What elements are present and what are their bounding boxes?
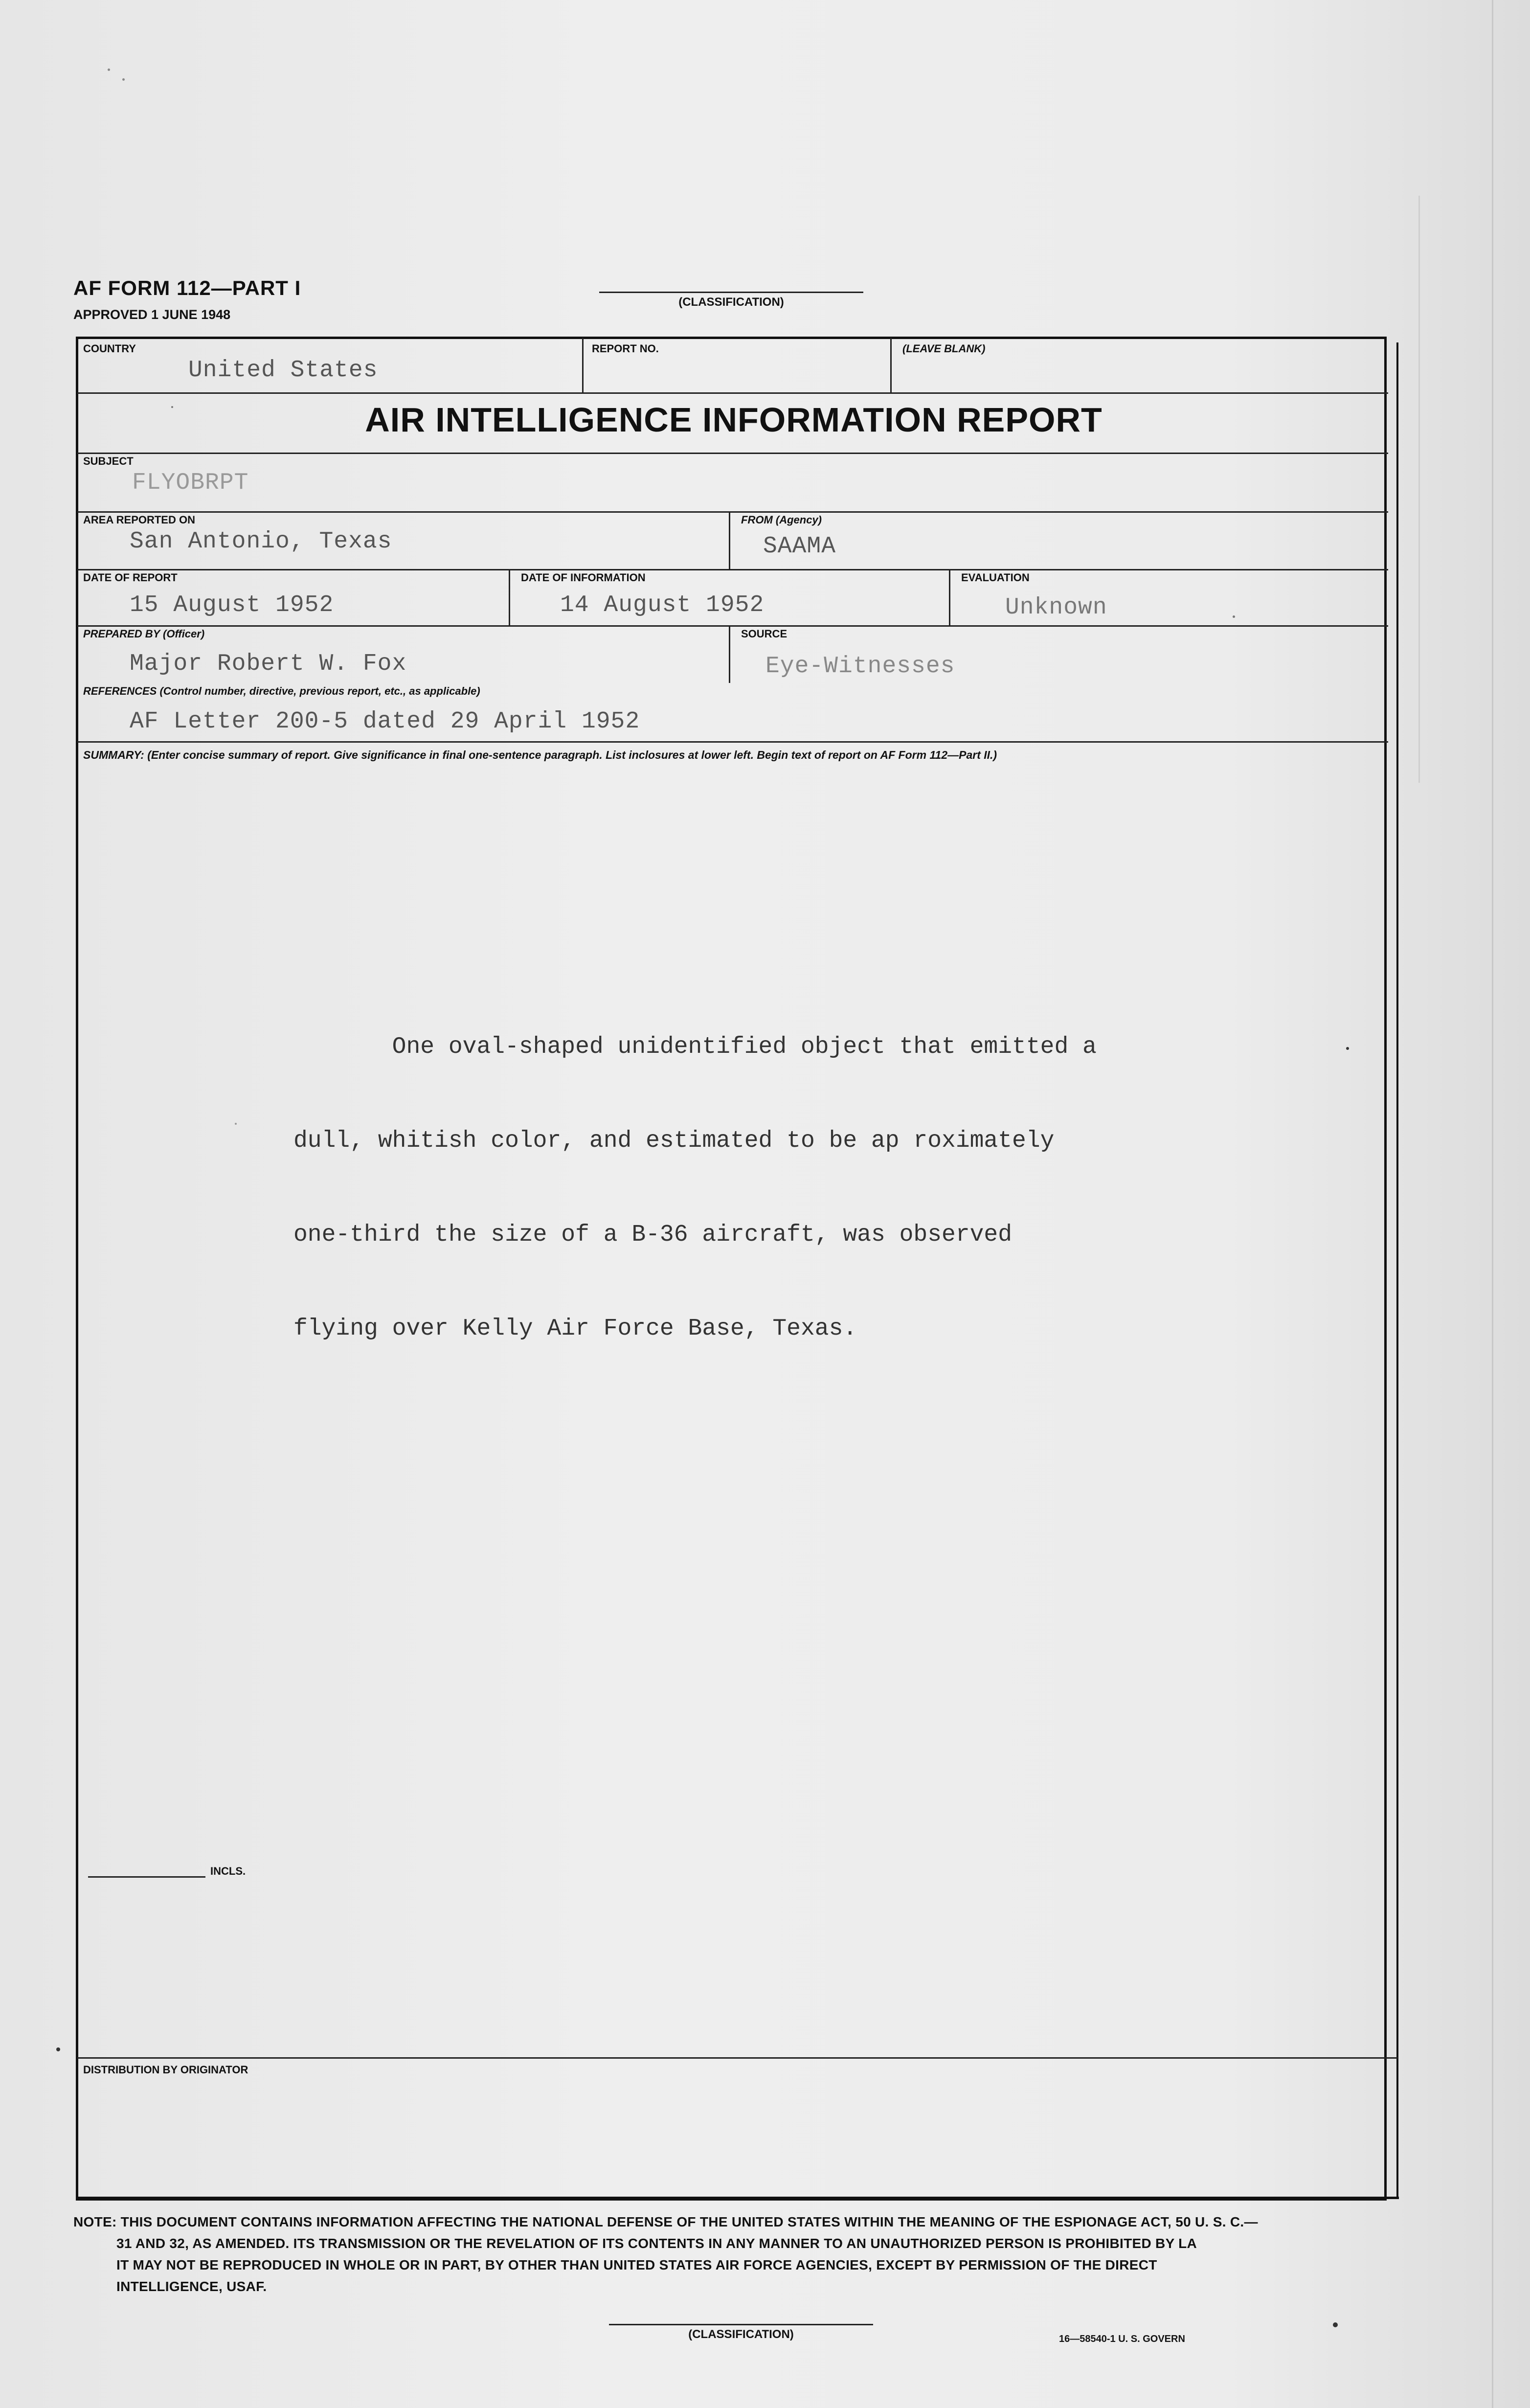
rule-after-references bbox=[77, 741, 1388, 743]
summary-line: one-third the size of a B-36 aircraft, was observed bbox=[293, 1222, 1012, 1248]
country-value: United States bbox=[188, 357, 378, 384]
rule-before-distribution bbox=[77, 2057, 1398, 2059]
summary-label: SUMMARY: (Enter concise summary of report. Give significance in final one-sentence paragraph. List inclosures at lower left. Begin text of report on AF Form 112—Part II.) bbox=[83, 749, 997, 761]
scan-line bbox=[1418, 196, 1420, 783]
notice-line: NOTE: THIS DOCUMENT CONTAINS INFORMATION AFFECTING THE NATIONAL DEFENSE OF THE UNITED STATES WITHIN THE MEANING OF THE ESPIONAGE ACT, 50 U. S. C.— bbox=[73, 2214, 1258, 2229]
source-label: SOURCE bbox=[741, 628, 788, 640]
references-value: AF Letter 200-5 dated 29 April 1952 bbox=[130, 708, 640, 735]
divider-report-no bbox=[890, 338, 892, 392]
page-edge-shadow bbox=[1492, 0, 1493, 2408]
incls-label: INCLS. bbox=[210, 1865, 246, 1877]
from-agency-label: FROM (Agency) bbox=[741, 514, 822, 526]
notice-line: 31 AND 32, AS AMENDED. ITS TRANSMISSION OR THE REVELATION OF ITS CONTENTS IN ANY MANNER TO AN UNAUTHORIZED PERSON IS PROHIBITED BY LA bbox=[116, 2236, 1197, 2251]
rule-after-area bbox=[77, 569, 1388, 570]
area-reported-value: San Antonio, Texas bbox=[130, 528, 392, 555]
divider-date-report bbox=[509, 569, 510, 625]
country-label: COUNTRY bbox=[83, 342, 136, 355]
speck bbox=[171, 406, 173, 408]
date-of-report-value: 15 August 1952 bbox=[130, 592, 334, 618]
speck bbox=[1333, 2322, 1338, 2327]
leave-blank-label: (LEAVE BLANK) bbox=[902, 342, 986, 355]
evaluation-label: EVALUATION bbox=[961, 571, 1030, 584]
subject-label: SUBJECT bbox=[83, 455, 134, 467]
speck bbox=[122, 78, 125, 81]
references-label: REFERENCES (Control number, directive, previous report, etc., as applicable) bbox=[83, 685, 480, 697]
prepared-by-value: Major Robert W. Fox bbox=[130, 651, 407, 677]
divider-date-info bbox=[949, 569, 950, 625]
from-agency-value: SAAMA bbox=[763, 533, 836, 560]
distribution-label: DISTRIBUTION BY ORIGINATOR bbox=[83, 2064, 248, 2076]
speck bbox=[56, 2047, 60, 2051]
date-of-information-value: 14 August 1952 bbox=[560, 592, 765, 618]
source-value: Eye-Witnesses bbox=[765, 653, 955, 680]
summary-text bbox=[293, 969, 1149, 1407]
divider-area bbox=[729, 511, 730, 569]
report-no-label: REPORT NO. bbox=[592, 342, 659, 355]
divider-prepared bbox=[729, 625, 730, 683]
form-approved-date: APPROVED 1 JUNE 1948 bbox=[73, 307, 231, 322]
classification-line-bottom bbox=[609, 2324, 873, 2325]
prepared-by-label: PREPARED BY (Officer) bbox=[83, 628, 205, 640]
speck bbox=[1233, 615, 1235, 618]
subject-value: FLYOBRPT bbox=[132, 470, 249, 496]
rule-after-dates bbox=[77, 625, 1388, 627]
report-title: AIR INTELLIGENCE INFORMATION REPORT bbox=[365, 401, 1102, 439]
date-of-report-label: DATE OF REPORT bbox=[83, 571, 178, 584]
speck bbox=[235, 1123, 237, 1125]
date-of-information-label: DATE OF INFORMATION bbox=[521, 571, 646, 584]
summary-line: One oval-shaped unidentified object that emitted a bbox=[293, 1034, 1097, 1060]
summary-line: dull, whitish color, and estimated to be ap roximately bbox=[293, 1128, 1055, 1154]
rule-after-row1 bbox=[77, 392, 1388, 394]
rule-after-title bbox=[77, 453, 1388, 454]
classification-label-bottom: (CLASSIFICATION) bbox=[688, 2328, 794, 2341]
espionage-notice bbox=[73, 2211, 1423, 2297]
area-reported-label: AREA REPORTED ON bbox=[83, 514, 195, 526]
speck bbox=[108, 68, 110, 71]
form-number: AF FORM 112—PART I bbox=[73, 276, 301, 299]
form-right-border-double bbox=[1396, 342, 1398, 2199]
classification-label-top: (CLASSIFICATION) bbox=[678, 295, 784, 309]
speck bbox=[1346, 1047, 1349, 1050]
notice-line: IT MAY NOT BE REPRODUCED IN WHOLE OR IN PART, BY OTHER THAN UNITED STATES AIR FORCE AGENCIES, EXCEPT BY PERMISSION OF THE DIRECT bbox=[116, 2257, 1157, 2272]
notice-line: INTELLIGENCE, USAF. bbox=[116, 2279, 267, 2294]
evaluation-value: Unknown bbox=[1005, 594, 1107, 621]
classification-line-top bbox=[599, 292, 863, 293]
incls-line bbox=[88, 1876, 205, 1878]
form-bottom-border bbox=[76, 2197, 1399, 2199]
divider-country bbox=[582, 338, 584, 392]
summary-line: flying over Kelly Air Force Base, Texas. bbox=[293, 1316, 857, 1342]
rule-after-subject bbox=[77, 511, 1388, 513]
printer-code: 16—58540-1 U. S. GOVERN bbox=[1059, 2334, 1185, 2344]
